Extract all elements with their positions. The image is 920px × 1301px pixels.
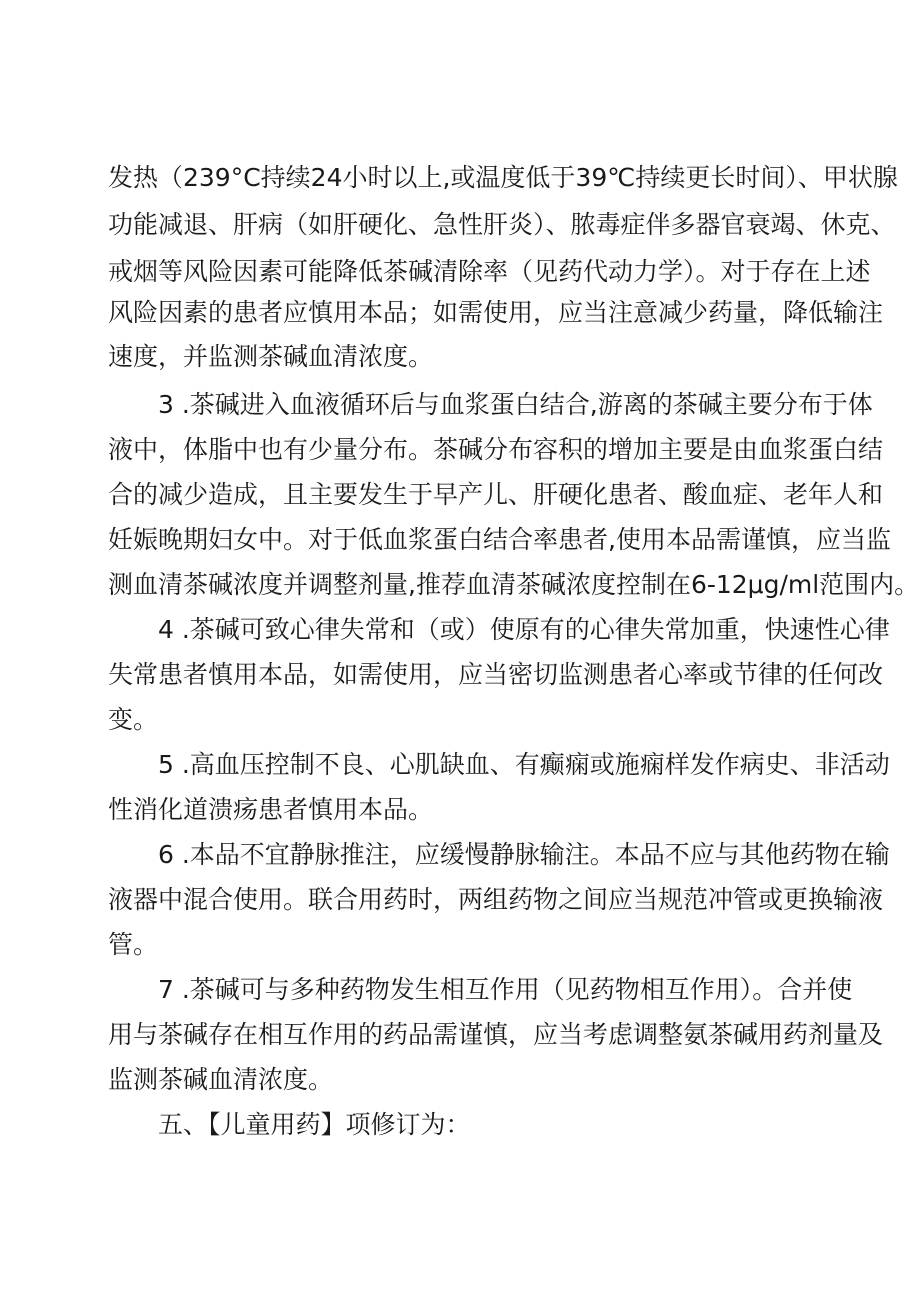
- text-line: 管。: [108, 930, 159, 959]
- text-line: 用与茶碱存在相互作用的药品需谨慎，应当考虑调整氨茶碱用药剂量及: [108, 1020, 884, 1049]
- text-line: 性消化道溃疡患者慎用本品。: [108, 795, 434, 824]
- paragraph-item-5: 5 .高血压控制不良、心肌缺血、有癫痫或施痫样发作病史、非活动: [158, 750, 890, 779]
- text-line: 妊娠晚期妇女中。对于低血浆蛋白结合率患者,使用本品需谨慎，应当监: [108, 525, 891, 554]
- text-line: 戒烟等风险因素可能降低茶碱清除率（见药代动力学）。对于存在上述: [108, 257, 871, 286]
- text-line: 液中，体脂中也有少量分布。茶碱分布容积的增加主要是由血浆蛋白结: [108, 435, 884, 464]
- text-line: 合的减少造成，且主要发生于早产儿、肝硬化患者、酸血症、老年人和: [108, 480, 884, 509]
- paragraph-item-7: 7 .茶碱可与多种药物发生相互作用（见药物相互作用）。合并使: [158, 975, 853, 1004]
- paragraph-item-4: 4 .茶碱可致心律失常和（或）使原有的心律失常加重，快速性心律: [158, 615, 890, 644]
- paragraph-item-3: 3 .茶碱进入血液循环后与血浆蛋白结合,游离的茶碱主要分布于体: [158, 390, 873, 419]
- text-line: 发热（239°C持续24小时以上,或温度低于39℃持续更长时间）、甲状腺: [108, 163, 898, 192]
- text-line: 液器中混合使用。联合用药时，两组药物之间应当规范冲管或更换输液: [108, 885, 884, 914]
- text-line: 监测茶碱血清浓度。: [108, 1065, 334, 1094]
- text-line: 失常患者慎用本品，如需使用，应当密切监测患者心率或节律的任何改: [108, 660, 884, 689]
- text-line: 功能减退、肝病（如肝硬化、急性肝炎）、脓毒症伴多器官衰竭、休克、: [108, 210, 896, 239]
- text-line: 测血清茶碱浓度并调整剂量,推荐血清茶碱浓度控制在6-12μg∕ml范围内。: [108, 570, 920, 599]
- paragraph-item-6: 6 .本品不宜静脉推注，应缓慢静脉输注。本品不应与其他药物在输: [158, 840, 890, 869]
- section-heading: 五、【儿童用药】项修订为：: [158, 1110, 471, 1139]
- text-line: 速度，并监测茶碱血清浓度。: [108, 342, 434, 371]
- text-line: 变。: [108, 705, 159, 734]
- text-line: 风险因素的患者应慎用本品；如需使用，应当注意减少药量，降低输注: [108, 298, 884, 327]
